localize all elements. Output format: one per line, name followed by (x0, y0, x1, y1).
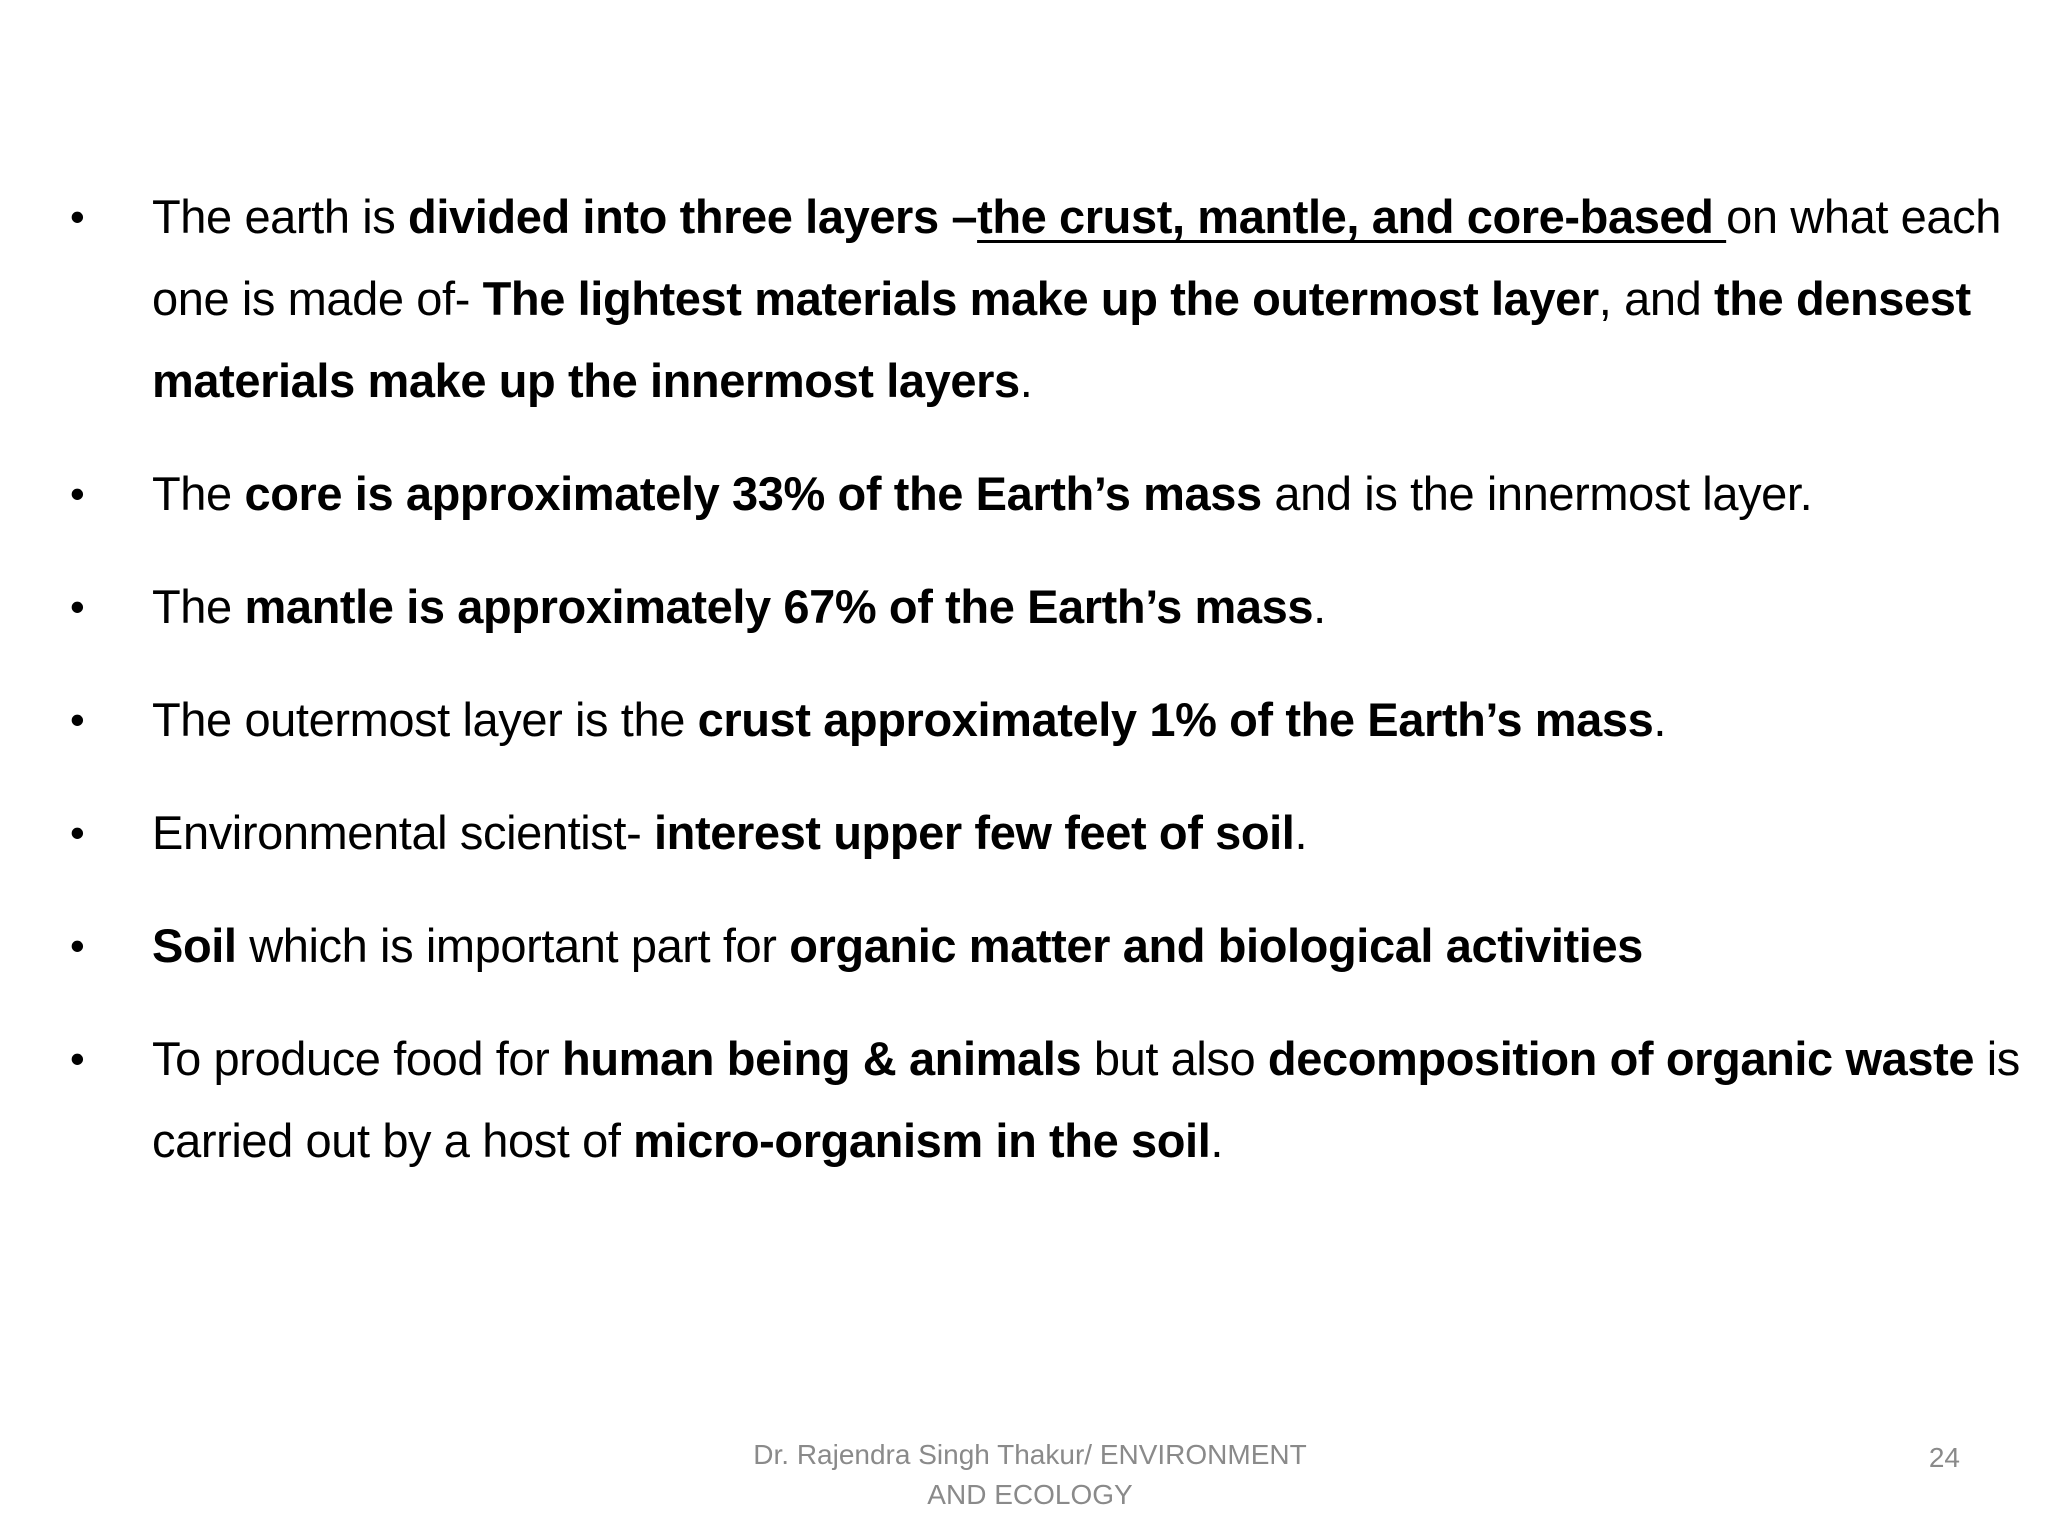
bullet-text: but also (1081, 1032, 1268, 1085)
bullet-text-bold: the densest materials make up the innermost layers (152, 272, 1971, 407)
bullet-icon: • (70, 696, 85, 743)
bullet-text: . (1210, 1114, 1224, 1167)
bullet-icon: • (70, 922, 85, 969)
bullet-item-mantle (70, 566, 2020, 648)
bullet-text: which is important part for (236, 919, 790, 972)
footer-line: AND ECOLOGY (927, 1479, 1133, 1510)
bullet-item-earth-layers (70, 176, 2020, 422)
bullet-icon: • (70, 583, 85, 630)
bullet-text-bold-underlined: the crust, mantle, and core-based (977, 190, 1727, 243)
bullet-text: , and (1598, 272, 1714, 325)
bullet-icon: • (70, 470, 85, 517)
footer-line: Dr. Rajendra Singh Thakur/ ENVIRONMENT (753, 1439, 1307, 1470)
bullet-text: . (1313, 580, 1326, 633)
bullet-text: . (1019, 354, 1033, 407)
bullet-icon: • (70, 193, 85, 240)
bullet-text-bold: crust approximately 1% of the Earth’s mass (697, 693, 1654, 746)
slide-footer (690, 1435, 1370, 1515)
bullet-item-core (70, 453, 2020, 535)
bullet-text-bold: core is approximately 33% of the Earth’s mass (244, 467, 1262, 520)
bullet-list (70, 176, 2020, 1213)
bullet-text: To produce food for (152, 1032, 563, 1085)
bullet-text: Environmental scientist- (152, 806, 654, 859)
bullet-text: The outermost layer is the (152, 693, 698, 746)
bullet-text-bold: decomposition of organic waste (1267, 1032, 1975, 1085)
bullet-text: The (152, 467, 245, 520)
bullet-item-soil (70, 905, 2020, 987)
bullet-text: . (1294, 806, 1308, 859)
bullet-text: The earth is (152, 190, 409, 243)
bullet-item-food-production (70, 1018, 2020, 1182)
bullet-text: on what each one is made of- (152, 190, 2001, 325)
bullet-text: . (1653, 693, 1667, 746)
bullet-item-crust (70, 679, 2020, 761)
page-number: 24 (1928, 1442, 1960, 1473)
bullet-text: is carried out by a host of (152, 1032, 2020, 1167)
bullet-item-environmental-scientist (70, 792, 2020, 874)
bullet-text-bold: divided into three layers – (408, 190, 978, 243)
bullet-text: The (152, 580, 245, 633)
bullet-text-bold: mantle is approximately 67% of the Earth’s mass (244, 580, 1314, 633)
bullet-icon: • (70, 809, 85, 856)
bullet-text-bold: Soil (152, 919, 237, 972)
bullet-icon: • (70, 1035, 85, 1082)
bullet-text: and is the innermost layer. (1261, 467, 1813, 520)
bullet-text-bold: The lightest materials make up the outermost layer (482, 272, 1599, 325)
bullet-text-bold: organic matter and biological activities (789, 919, 1643, 972)
bullet-text-bold: micro-organism in the soil (633, 1114, 1211, 1167)
bullet-text-bold: interest upper few feet of soil (653, 806, 1295, 859)
bullet-text-bold: human being & animals (562, 1032, 1082, 1085)
